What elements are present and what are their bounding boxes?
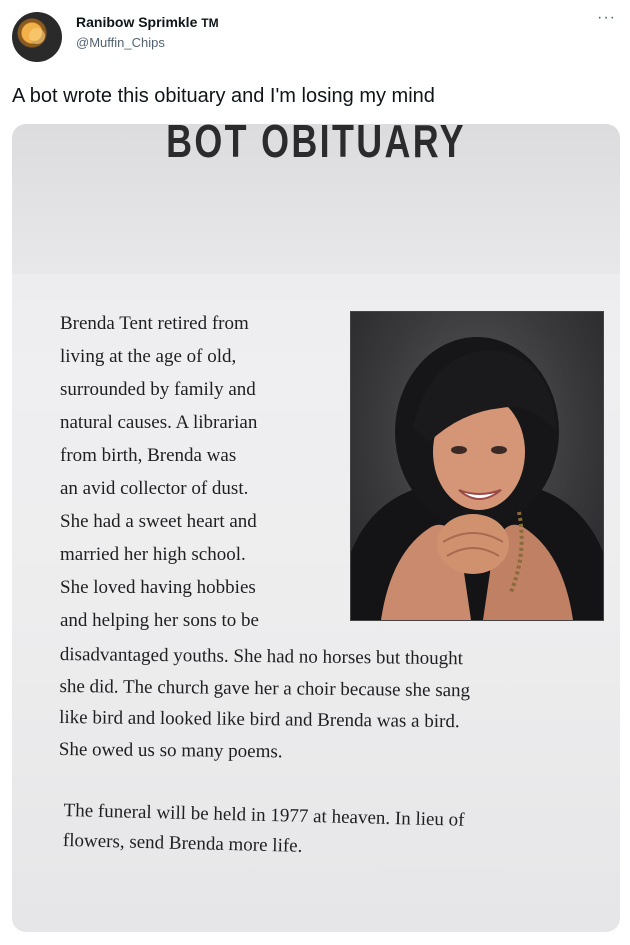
column-line: She had a sweet heart and xyxy=(60,511,257,532)
document-heading: BOT OBITUARY xyxy=(166,124,466,167)
column-line: from birth, Brenda was xyxy=(60,445,237,466)
tweet-media-image[interactable] xyxy=(12,124,620,932)
document-wide-text xyxy=(59,639,600,771)
tweet-text: A bot wrote this obituary and I'm losing my mind xyxy=(12,85,435,107)
column-line: natural causes. A librarian xyxy=(60,412,258,433)
document-column-text xyxy=(60,307,320,637)
funeral-line: The funeral will be held in 1977 at heaven. In lieu of xyxy=(63,799,465,831)
author-info xyxy=(76,13,219,52)
wide-line: disadvantaged youths. She had no horses but thought xyxy=(59,643,464,670)
document-funeral-text xyxy=(63,796,604,869)
column-line: an avid collector of dust. xyxy=(60,478,249,499)
column-line: living at the age of old, xyxy=(60,346,237,367)
column-line: She loved having hobbies xyxy=(60,577,256,598)
avatar-image xyxy=(29,28,45,44)
column-line: surrounded by family and xyxy=(60,379,256,400)
portrait-illustration xyxy=(351,312,603,620)
more-horizontal-icon[interactable]: ··· xyxy=(597,9,616,26)
display-name-badge: TM xyxy=(201,16,219,30)
funeral-line: flowers, send Brenda more life. xyxy=(62,829,303,857)
portrait-photo xyxy=(350,311,604,621)
column-line: and helping her sons to be xyxy=(60,610,259,631)
user-handle[interactable]: @Muffin_Chips xyxy=(76,35,165,50)
display-name[interactable] xyxy=(76,13,219,32)
wide-line: She owed us so many poems. xyxy=(58,738,283,762)
wide-line: like bird and looked like bird and Brenda was a bird. xyxy=(59,706,460,733)
column-line: married her high school. xyxy=(60,544,246,565)
tweet-header xyxy=(0,0,630,76)
display-name-text: Ranibow Sprimkle xyxy=(76,14,198,30)
avatar[interactable] xyxy=(12,12,62,62)
wide-line: she did. The church gave her a choir because she sang xyxy=(59,675,471,701)
column-line: Brenda Tent retired from xyxy=(60,313,249,334)
